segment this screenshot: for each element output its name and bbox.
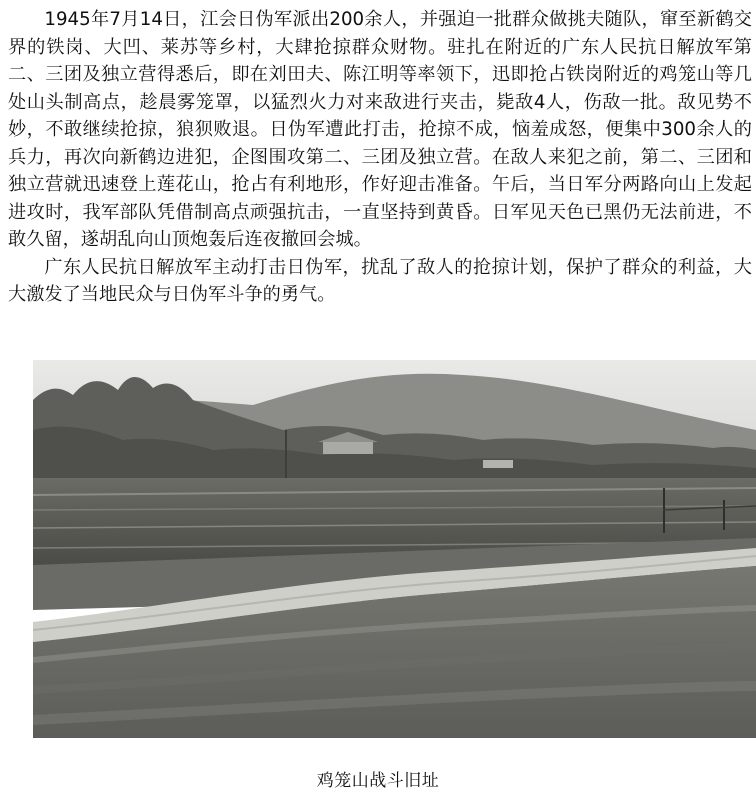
historical-photo xyxy=(33,360,756,738)
battle-site-photo-image xyxy=(33,360,756,738)
article-paragraph-2: 广东人民抗日解放军主动打击日伪军，扰乱了敌人的抢掠计划，保护了群众的利益，大大激发了当地民众与日伪军斗争的勇气。 xyxy=(8,256,752,305)
photo-caption: 鸡笼山战斗旧址 xyxy=(316,771,440,791)
article-body xyxy=(8,6,752,309)
article-paragraph-1: 1945年7月14日，江会日伪军派出200余人，并强迫一批群众做挑夫随队，窜至新鹤交界的铁岗、大凹、莱苏等乡村，大肆抢掠群众财物。驻扎在附近的广东人民抗日解放军第二、三团及独立营得悉后，即在刘田夫、陈江明等率领下，迅即抢占铁岗附近的鸡笼山等几处山头制高点，趁晨雾笼罩，以猛烈火力对来敌进行夹击，毙敌4人，伤敌一批。敌见势不妙，不敢继续抢掠，狼狈败退。日伪军遭此打击，抢掠不成，恼羞成怒，便集中300余人的兵力，再次向新鹤边进犯，企图围攻第二、三团及独立营。在敌人来犯之前，第二、三团和独立营就迅速登上莲花山，抢占有利地形，作好迎击准备。午后，当日军分两路向山上发起进攻时，我军部队凭借制高点顽强抗击，一直坚持到黄昏。日军见天色已黑仍无法前进，不敢久留，遂胡乱向山顶炮轰后连夜撤回会城。 xyxy=(8,9,752,250)
